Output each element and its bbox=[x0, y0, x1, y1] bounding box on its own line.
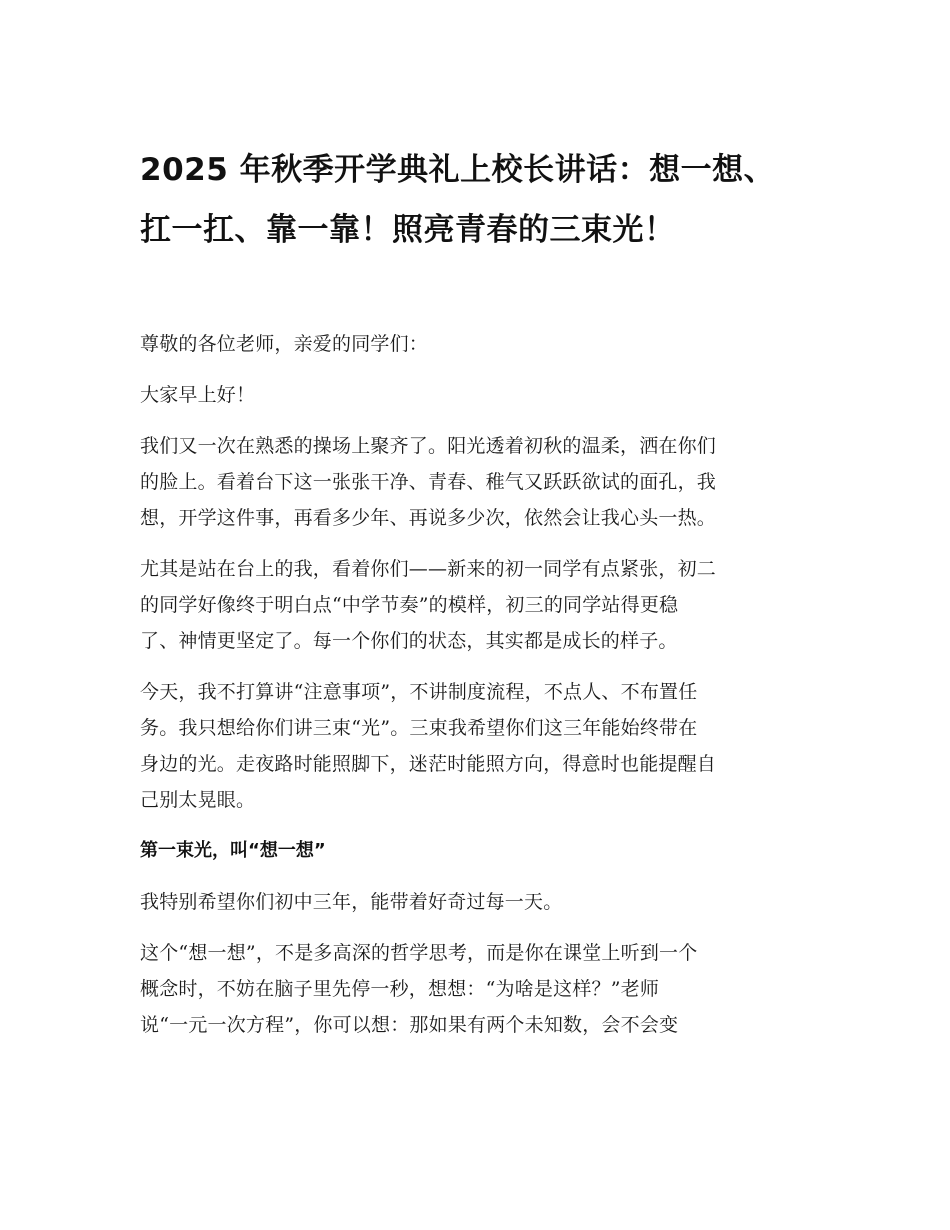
document-body bbox=[140, 326, 800, 1058]
paragraph-line: 概念时，不妨在脑子里先停一秒，想想：“为啥是这样？”老师 bbox=[140, 978, 660, 1000]
greeting-line: 尊敬的各位老师，亲爱的同学们： bbox=[140, 333, 429, 355]
paragraph-3 bbox=[140, 674, 800, 818]
paragraph-line: 己别太晃眼。 bbox=[140, 789, 256, 811]
title-line-1: 2025 年秋季开学典礼上校长讲话：想一想、 bbox=[140, 152, 776, 188]
paragraph-line: 说“一元一次方程”，你可以想：那如果有两个未知数，会不会变 bbox=[140, 1014, 679, 1036]
paragraph-line: 我特别希望你们初中三年，能带着好奇过每一天。 bbox=[140, 891, 563, 913]
paragraph-line: 今天，我不打算讲“注意事项”，不讲制度流程，不点人、不布置任 bbox=[140, 681, 698, 703]
salutation-paragraph bbox=[140, 377, 800, 413]
paragraph-line: 这个“想一想”，不是多高深的哲学思考，而是你在课堂上听到一个 bbox=[140, 942, 698, 964]
paragraph-line: 想，开学这件事，再看多少年、再说多少次，依然会让我心头一热。 bbox=[140, 507, 717, 529]
paragraph-line: 尤其是站在台上的我，看着你们——新来的初一同学有点紧张，初二 bbox=[140, 558, 717, 580]
paragraph-1 bbox=[140, 428, 800, 536]
section-heading-1: 第一束光，叫“想一想” bbox=[140, 840, 326, 861]
paragraph-line: 的脸上。看着台下这一张张干净、青春、稚气又跃跃欲试的面孔，我 bbox=[140, 471, 717, 493]
paragraph-line: 务。我只想给你们讲三束“光”。三束我希望你们这三年能始终带在 bbox=[140, 717, 698, 739]
salutation-line: 大家早上好！ bbox=[140, 384, 256, 406]
title-line-2: 扛一扛、靠一靠！照亮青春的三束光！ bbox=[140, 212, 676, 248]
document-title bbox=[140, 140, 800, 260]
paragraph-4 bbox=[140, 884, 800, 920]
paragraph-line: 的同学好像终于明白点“中学节奏”的模样，初三的同学站得更稳 bbox=[140, 594, 679, 616]
paragraph-line: 我们又一次在熟悉的操场上聚齐了。阳光透着初秋的温柔，洒在你们 bbox=[140, 435, 717, 457]
paragraph-2 bbox=[140, 551, 800, 659]
paragraph-line: 了、神情更坚定了。每一个你们的状态，其实都是成长的样子。 bbox=[140, 630, 678, 652]
greeting-paragraph bbox=[140, 326, 800, 362]
paragraph-line: 身边的光。走夜路时能照脚下，迷茫时能照方向，得意时也能提醒自 bbox=[140, 753, 717, 775]
paragraph-5 bbox=[140, 935, 800, 1043]
